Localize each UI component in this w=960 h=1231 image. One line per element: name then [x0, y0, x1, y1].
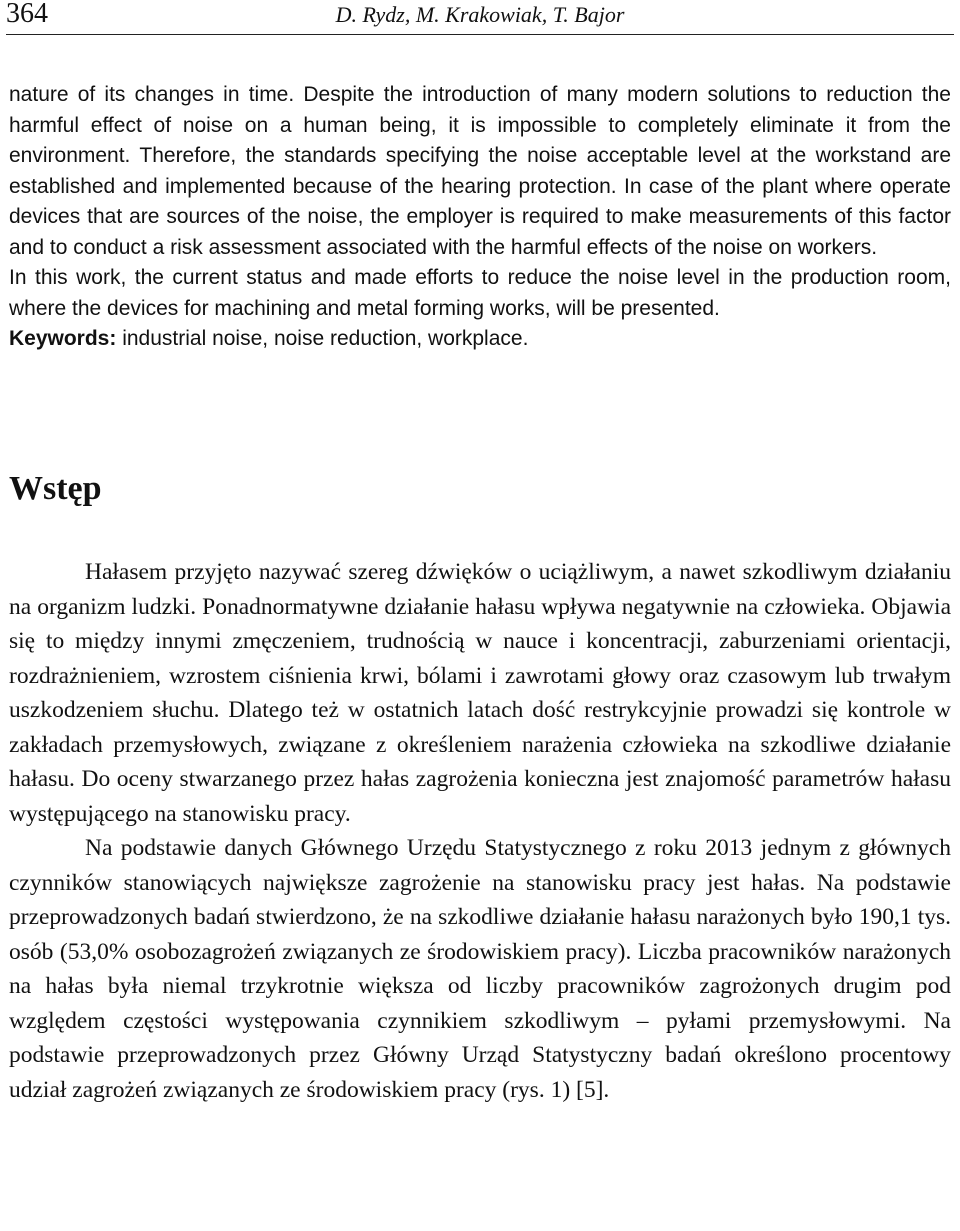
- page-header: [6, 0, 954, 35]
- section-body: [9, 555, 951, 1107]
- section-title: Wstęp: [9, 470, 102, 507]
- keywords-list: industrial noise, noise reduction, workplace.: [116, 327, 529, 350]
- body-paragraph: Hałasem przyjęto nazywać szereg dźwięków o uciążliwym, a nawet szkodliwym działaniu na organizm ludzki. Ponadnormatywne działanie hałasu wpływa negatywnie na człowieka. Objawia się to między innymi zmęczeniem, trudnością w nauce i koncentracji, zaburzeniami orientacji, rozdrażnieniem, wzrostem ciśnienia krwi, bólami i zawrotami głowy oraz czasowym lub trwałym uszkodzeniem słuchu. Dlatego też w ostatnich latach dość restrykcyjnie prowadzi się kontrole w zakładach przemysłowych, związane z określeniem narażenia człowieka na szkodliwe działanie hałasu. Do oceny stwarzanego przez hałas zagrożenia konieczna jest znajomość parametrów hałasu występującego na stanowisku pracy.: [9, 559, 951, 827]
- body-paragraph: Na podstawie danych Głównego Urzędu Statystycznego z roku 2013 jednym z głównych czynników stanowiących największe zagrożenie na stanowisku pracy jest hałas. Na podstawie przeprowadzonych badań stwierdzono, że na szkodliwe działanie hałasu narażonych było 190,1 tys. osób (53,0% osobozagrożeń związanych ze środowiskiem pracy). Liczba pracowników narażonych na hałas była niemal trzykrotnie większa od liczby pracowników zagrożonych drugim pod względem częstości występowania czynnikiem szkodliwym – pyłami przemysłowymi. Na podstawie przeprowadzonych przez Główny Urząd Statystyczny badań określono procentowy udział zagrożeń związanych ze środowiskiem pracy (rys. 1) [5].: [9, 835, 951, 1103]
- abstract-block: [9, 80, 951, 355]
- abstract-paragraph: nature of its changes in time. Despite the introduction of many modern solutions to reduction the harmful effect of noise on a human being, it is impossible to completely eliminate it from the environment. Therefore, the standards specifying the noise acceptable level at the workstand are established and implemented because of the hearing protection. In case of the plant where operate devices that are sources of the noise, the employer is required to make measurements of this factor and to conduct a risk assessment associated with the harmful effects of the noise on workers.: [9, 83, 951, 259]
- page-number: 364: [6, 0, 48, 29]
- abstract-paragraph: In this work, the current status and made efforts to reduce the noise level in the production room, where the devices for machining and metal forming works, will be presented.: [9, 266, 951, 320]
- keywords-label: Keywords:: [9, 327, 117, 350]
- keywords-line: [9, 324, 951, 355]
- running-head-authors: D. Rydz, M. Krakowiak, T. Bajor: [335, 2, 625, 27]
